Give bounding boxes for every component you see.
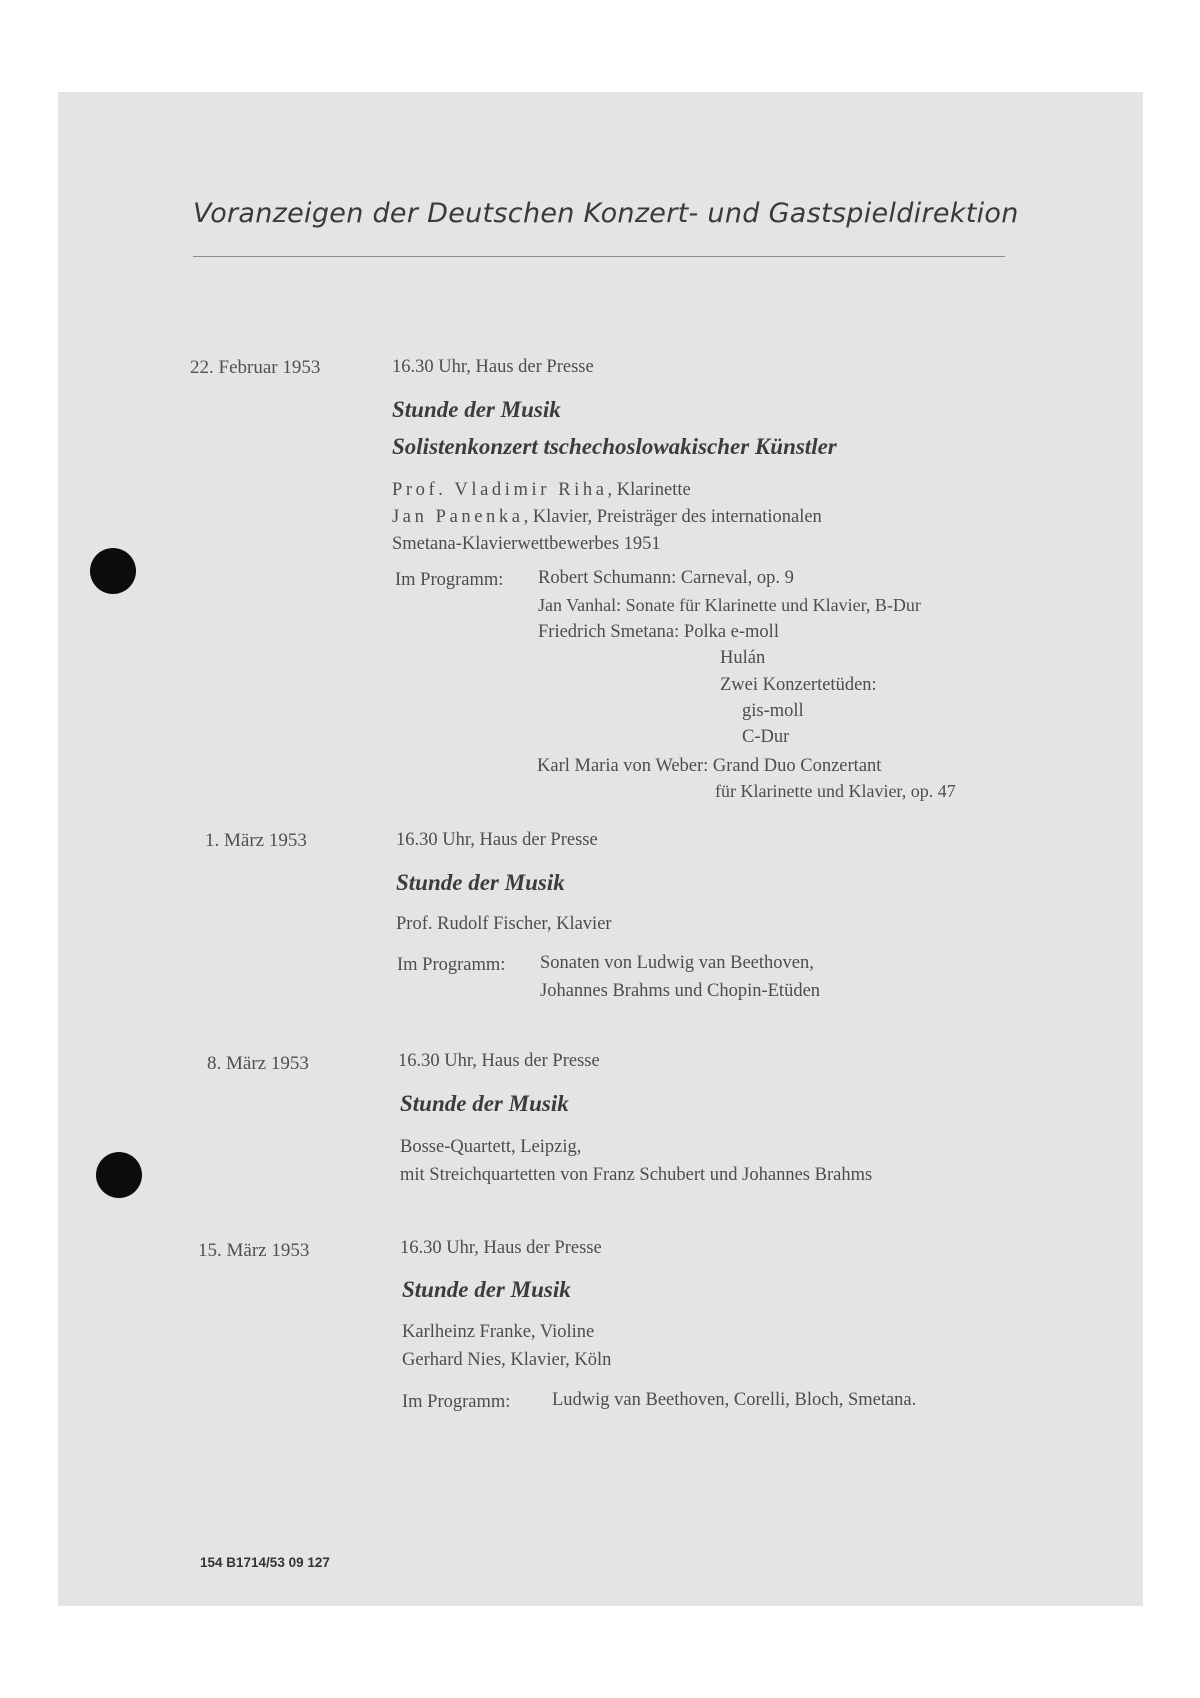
event-4-title: Stunde der Musik xyxy=(402,1277,571,1302)
event-4-program-label: Im Programm: xyxy=(402,1392,511,1412)
program-item: Jan Vanhal: Sonate für Klarinette und Klavier, B-Dur xyxy=(538,595,921,615)
performer-role: , Klarinette xyxy=(607,480,691,500)
heading-rule xyxy=(193,256,1005,257)
event-2-date: 1. März 1953 xyxy=(205,830,307,851)
event-1-performer-2 xyxy=(392,507,822,528)
program-item: Sonaten von Ludwig van Beethoven, xyxy=(540,953,814,973)
event-4-date: 15. März 1953 xyxy=(198,1240,310,1261)
event-2-program-label: Im Programm: xyxy=(397,955,506,975)
event-3-performer-2: mit Streichquartetten von Franz Schubert und Johannes Brahms xyxy=(400,1165,873,1185)
event-1-time-place: 16.30 Uhr, Haus der Presse xyxy=(392,357,594,377)
document-heading: Voranzeigen der Deutschen Konzert- und Gastspieldirektion xyxy=(193,198,1019,229)
program-item: Friedrich Smetana: Polka e-moll xyxy=(538,622,779,642)
program-item: Johannes Brahms und Chopin-Etüden xyxy=(540,981,821,1001)
event-3-date: 8. März 1953 xyxy=(207,1053,309,1074)
punch-hole-bottom xyxy=(96,1152,142,1198)
event-1-date: 22. Februar 1953 xyxy=(190,357,321,378)
event-4-performer-2: Gerhard Nies, Klavier, Köln xyxy=(402,1350,612,1370)
print-code: 154 B1714/53 09 127 xyxy=(200,1555,330,1570)
event-1-program-label: Im Programm: xyxy=(395,570,504,590)
performer-name: Prof. Vladimir Riha xyxy=(392,480,608,500)
performer-role: , Klavier, Preisträger des internationalen xyxy=(523,507,822,527)
event-3-title: Stunde der Musik xyxy=(400,1091,569,1116)
performer-name: Jan Panenka xyxy=(392,507,524,527)
event-2-performer-1: Prof. Rudolf Fischer, Klavier xyxy=(396,914,612,934)
event-2-time-place: 16.30 Uhr, Haus der Presse xyxy=(396,830,598,850)
program-item: C-Dur xyxy=(742,727,790,747)
program-item: Zwei Konzertetüden: xyxy=(720,675,877,695)
event-1-title: Stunde der Musik xyxy=(392,397,561,422)
event-1-subtitle: Solistenkonzert tschechoslowakischer Künstler xyxy=(392,434,837,459)
program-item: Robert Schumann: Carneval, op. 9 xyxy=(538,568,794,588)
event-2-title: Stunde der Musik xyxy=(396,870,565,895)
event-1-performer-note: Smetana-Klavierwettbewerbes 1951 xyxy=(392,534,661,554)
event-3-performer-1: Bosse-Quartett, Leipzig, xyxy=(400,1137,582,1157)
event-4-time-place: 16.30 Uhr, Haus der Presse xyxy=(400,1238,602,1258)
punch-hole-top xyxy=(90,548,136,594)
program-item: Ludwig van Beethoven, Corelli, Bloch, Smetana. xyxy=(552,1390,917,1410)
event-1-performer-1 xyxy=(392,480,691,501)
program-item: für Klarinette und Klavier, op. 47 xyxy=(715,781,956,801)
program-item: Karl Maria von Weber: Grand Duo Conzertant xyxy=(537,756,882,776)
event-3-time-place: 16.30 Uhr, Haus der Presse xyxy=(398,1051,600,1071)
program-item: Hulán xyxy=(720,648,766,668)
event-4-performer-1: Karlheinz Franke, Violine xyxy=(402,1322,595,1342)
program-item: gis-moll xyxy=(742,701,804,721)
